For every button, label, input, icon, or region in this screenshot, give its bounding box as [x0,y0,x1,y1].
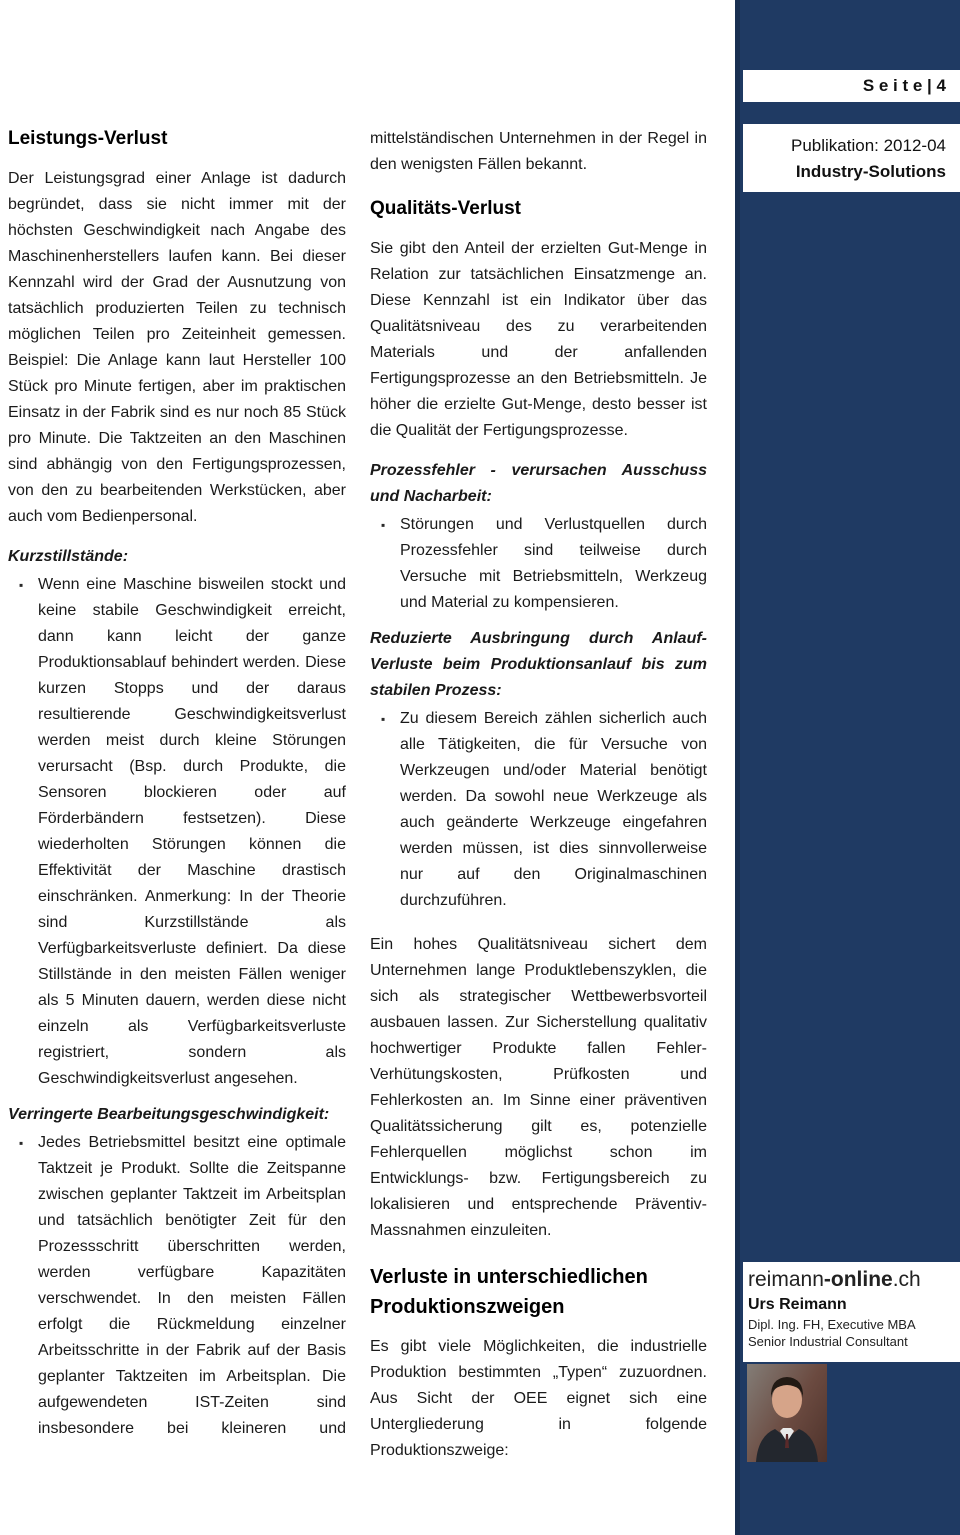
bullet-item [8,1130,346,1442]
section-heading-leistungs-verlust: Leistungs-Verlust [8,128,168,149]
profile-card [743,1262,960,1362]
section-heading-qualitaets-verlust: Qualitäts-Verlust [370,198,521,219]
page-number-box [743,70,960,102]
bullet-square-icon: ▪ [19,1136,24,1150]
bullet-square-icon: ▪ [381,712,386,726]
consultant-name: Urs Reimann [748,1296,847,1313]
paragraph: Ein hohes Qualitätsniveau sichert dem Unternehmen lange Produktlebenszyklen, die sich als strategischer Wettbewerbsvorteil ausbauen lassen. Zur Sicherstellung qualitativ hochwertiger Produkte fallen Fehler-Verhütungskosten, Prüfkosten und Fehlerkosten an. Im Sinne einer präventiven Qualitätssicherung gilt es, potenzielle Fehlerquellen möglichst schon im Entwicklungs- bzw. Fertigungsbereich zu lokalisieren und entsprechende Präventiv-Massnahmen einzuleiten. [370,936,707,1239]
portrait-silhouette [747,1364,827,1462]
logo-part-regular: reimann [748,1268,824,1291]
subheading-verringerte-geschwindigkeit: Verringerte Bearbeitungsgeschwindigkeit: [8,1106,330,1123]
bullet-item [370,512,707,616]
consultant-photo [747,1364,827,1462]
sidebar [735,0,960,1535]
logo-part-tld: .ch [892,1268,921,1291]
bullet-text: Zu diesem Bereich zählen sicherlich auch alle Tätigkeiten, die für Versuche von Werkzeugen und/oder Material benötigt werden. Da sowohl neue Werkzeuge als auch geänderte Werkzeuge eingefahren werden müssen, ist dies sinnvollerweise nur auf den Originalmaschinen durchzuführen. [400,710,707,909]
subheading-reduzierte-ausbringung: Reduzierte Ausbringung durch Anlauf-Verluste beim Produktionsanlauf bis zum stabilen Prozess: [370,630,707,699]
publication-box [743,124,960,192]
paragraph: Der Leistungsgrad einer Anlage ist dadurch begründet, dass sie nicht immer mit der höchsten Geschwindigkeit nach Angabe des Maschinenherstellers laufen kann. Bei dieser Kennzahl wird der Grad der Ausnutzung von tatsächlich produzierten Teilen zu technisch möglichen Teilen pro Zeiteinheit gemessen. Beispiel: Die Anlage kann laut Hersteller 100 Stück pro Minute fertigen, aber im praktischen Einsatz in der Fabrik sind es nur noch 85 Stück pro Minute. Die Taktzeiten an den Maschinen sind abhängig von den Fertigungsprozessen, von den zu bearbeitenden Werkstücken, aber auch vom Bedienpersonal. [8,170,346,525]
consultant-title-1: Dipl. Ing. FH, Executive MBA [748,1317,916,1332]
bullet-square-icon: ▪ [19,578,24,592]
page-number-label: S e i t e | 4 [862,76,946,95]
bullet-text: Wenn eine Maschine bisweilen stockt und keine stabile Geschwindigkeit erreicht, dann kann leicht der ganze Produktionsablauf behindert werden. Diese kurzen Stopps und der daraus resultierende Geschwindigkeitsverlust werden meist durch kleine Störungen verursacht (Bsp. durch Produkte, die Sensoren blockieren oder auf Förderbändern festsetzen). Diese wiederholten Störungen können die Effektivität der Maschine drastisch einschränken. Anmerkung: In der Theorie sind Kurzstillstände als Verfügbarkeitsverluste definiert. Da diese Stillstände in den meisten Fällen weniger als 5 Minuten dauern, werden diese nicht einzeln als Verfügbarkeitsverluste registriert, sondern als Geschwindigkeitsverlust angesehen. [38,576,346,1087]
subheading-prozessfehler: Prozessfehler - verursachen Ausschuss und Nacharbeit: [370,462,707,505]
consultant-title-2: Senior Industrial Consultant [748,1334,908,1349]
section-heading-verluste-produktionszweige: Verluste in unterschiedlichen Produktionszweigen [370,1266,648,1318]
paragraph: Es gibt viele Möglichkeiten, die industrielle Produktion bestimmten „Typen“ zuzuordnen. Aus Sicht der OEE eignet sich eine Untergliederung in folgende Produktionszweige: [370,1338,707,1459]
bullet-text: Störungen und Verlustquellen durch Prozessfehler sind teilweise durch Versuche mit Betriebsmitteln, Werkzeug und Material zu kompensieren. [400,516,707,611]
bullet-text: Jedes Betriebsmittel besitzt eine optimale Taktzeit je Produkt. Sollte die Zeitspanne zwischen geplanter Taktzeit im Arbeitsplan und tatsächlich benötigter Zeit für den Prozessschritt überschritten werden, werden verfügbare Kapazitäten verschwendet. In den meisten Fällen erfolgt die Rückmeldung einzelner Arbeitsschritte in der Fabrik auf der Basis geplanter Taktzeiten im Arbeitsplan. Die aufgewendeten IST-Zeiten sind insbesondere bei kleineren und [38,1134,346,1437]
reimann-online-logo [748,1267,954,1293]
paragraph: mittelständischen Unternehmen in der Regel in den wenigsten Fällen bekannt. [370,130,707,173]
bullet-item [370,706,707,914]
bullet-square-icon: ▪ [381,518,386,532]
logo-part-bold: -online [823,1268,893,1291]
left-column [8,126,346,1452]
bullet-item [8,572,346,1092]
middle-column [370,126,707,1478]
paragraph: Sie gibt den Anteil der erzielten Gut-Menge in Relation zur tatsächlichen Einsatzmenge an. Diese Kennzahl ist ein Indikator über das Qualitätsniveau des zu verarbeitenden Materials und der anfallenden Fertigungsprozesse an den Betriebsmitteln. Je höher die erzielte Gut-Menge, desto besser ist die Qualität der Fertigungsprozesse. [370,240,707,439]
subheading-kurzstillstaende: Kurzstillstände: [8,548,129,565]
publication-id: Publikation: 2012-04 [790,136,946,155]
publication-series: Industry-Solutions [795,162,946,181]
